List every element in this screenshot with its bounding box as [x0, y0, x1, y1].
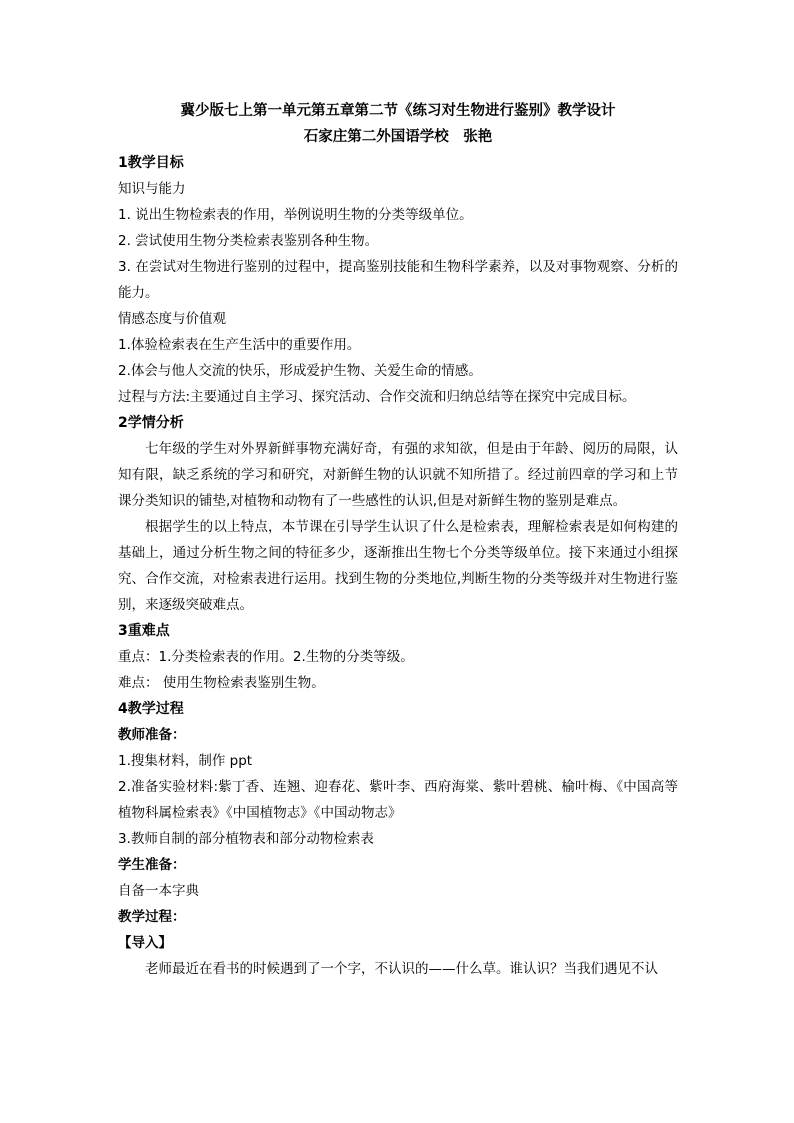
section-heading-key-points: 3重难点 — [118, 623, 170, 639]
knowledge-item-3: 3. 在尝试对生物进行鉴别的过程中，提高鉴别技能和生物科学素养，以及对事物观察、分析的能力。 — [118, 259, 678, 301]
student-prep-item-1: 自备一本字典 — [118, 883, 199, 899]
subheading-knowledge: 知识与能力 — [118, 181, 186, 197]
section-heading-process: 4教学过程 — [118, 701, 184, 717]
difficult-point: 难点： 使用生物检索表鉴别生物。 — [118, 675, 325, 691]
teaching-process-heading: 教学过程： — [118, 909, 186, 925]
teacher-prep-item-2: 2.准备实验材料:紫丁香、连翘、迎春花、紫叶李、西府海棠、紫叶碧桃、榆叶梅、《中国高等植物科属检索表》《中国植物志》《中国动物志》 — [118, 779, 678, 821]
student-prep-heading: 学生准备： — [118, 857, 186, 873]
teacher-prep-item-1: 1.搜集材料，制作 ppt — [118, 753, 253, 769]
document-author: 石家庄第二外国语学校 张艳 — [303, 129, 493, 145]
document-page — [118, 98, 678, 982]
intro-heading: 【导入】 — [118, 935, 172, 951]
intro-paragraph: 老师最近在看书的时候遇到了一个字，不认识的——什么草。谁认识？当我们遇见不认 — [145, 961, 658, 977]
analysis-paragraph-1: 七年级的学生对外界新鲜事物充满好奇，有强的求知欲，但是由于年龄、阅历的局限，认知有限，缺乏系统的学习和研究，对新鲜生物的认识就不知所措了。经过前四章的学习和上节课分类知识的铺垫,对植物和动物有了一些感性的认识,但是对新鲜生物的鉴别是难点。 — [118, 441, 678, 509]
section-heading-analysis: 2学情分析 — [118, 415, 184, 431]
knowledge-item-2: 2. 尝试使用生物分类检索表鉴别各种生物。 — [118, 233, 379, 249]
key-point: 重点：1.分类检索表的作用。2.生物的分类等级。 — [118, 649, 414, 665]
process-method: 过程与方法:主要通过自主学习、探究活动、合作交流和归纳总结等在探究中完成目标。 — [118, 389, 636, 405]
teacher-prep-item-3: 3.教师自制的部分植物表和部分动物检索表 — [118, 831, 374, 847]
attitude-item-1: 1.体验检索表在生产生活中的重要作用。 — [118, 337, 361, 353]
document-title: 冀少版七上第一单元第五章第二节《练习对生物进行鉴别》教学设计 — [180, 103, 616, 119]
analysis-paragraph-2: 根据学生的以上特点，本节课在引导学生认识了什么是检索表，理解检索表是如何构建的基础上，通过分析生物之间的特征多少，逐渐推出生物七个分类等级单位。接下来通过小组探究、合作交流，对检索表进行运用。找到生物的分类地位,判断生物的分类等级并对生物进行鉴别，来逐级突破难点。 — [118, 519, 678, 613]
subheading-attitude: 情感态度与价值观 — [118, 311, 226, 327]
knowledge-item-1: 1. 说出生物检索表的作用，举例说明生物的分类等级单位。 — [118, 207, 473, 223]
attitude-item-2: 2.体会与他人交流的快乐，形成爱护生物、关爱生命的情感。 — [118, 363, 482, 379]
section-heading-objectives: 1教学目标 — [118, 155, 184, 171]
teacher-prep-heading: 教师准备： — [118, 727, 186, 743]
